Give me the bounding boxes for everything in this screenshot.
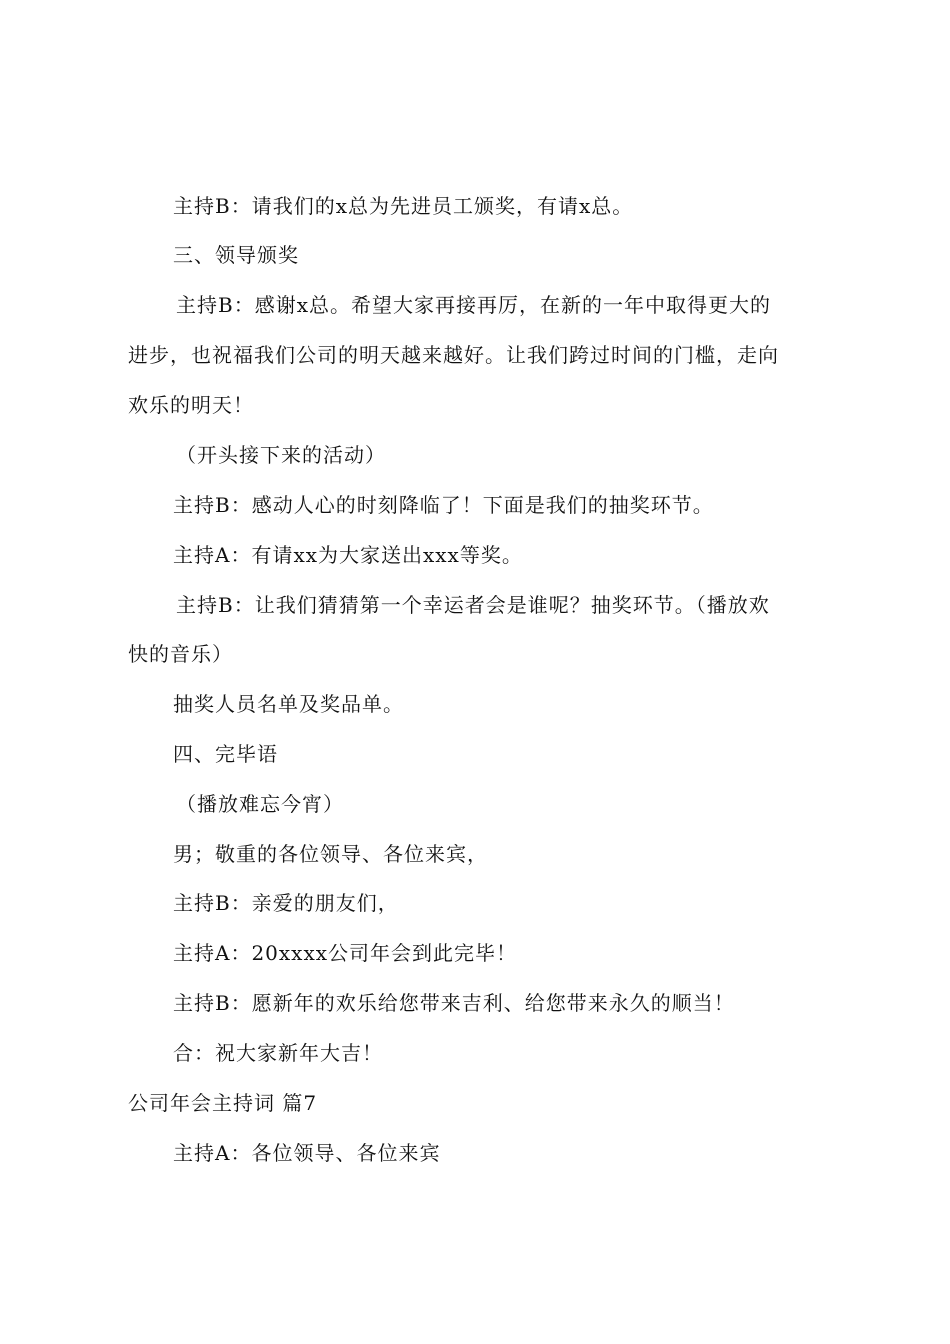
article-title-part-7: 公司年会主持词 篇7 bbox=[128, 1091, 318, 1115]
section-heading-leader-award: 三、领导颁奖 bbox=[173, 243, 299, 267]
paragraph-male-greeting: 男；敬重的各位领导、各位来宾， bbox=[173, 842, 488, 866]
paragraph-host-b-guess-line2: 快的音乐） bbox=[128, 642, 233, 666]
paragraph-next-activity-note: （开头接下来的活动） bbox=[176, 443, 386, 467]
paragraph-host-b-thanks-line3: 欢乐的明天！ bbox=[128, 393, 254, 417]
paragraph-host-b-guess-line1: 主持B：让我们猜猜第一个幸运者会是谁呢？抽奖环节。（播放欢 bbox=[176, 593, 770, 617]
paragraph-play-song-note: （播放难忘今宵） bbox=[176, 792, 344, 816]
paragraph-host-b-wishes: 主持B：愿新年的欢乐给您带来吉利、给您带来永久的顺当！ bbox=[173, 991, 735, 1015]
paragraph-host-b-lottery-intro: 主持B：感动人心的时刻降临了！下面是我们的抽奖环节。 bbox=[173, 493, 714, 517]
paragraph-host-b-thanks-line1: 主持B：感谢x总。希望大家再接再厉，在新的一年中取得更大的 bbox=[176, 293, 771, 317]
paragraph-host-a-ending: 主持A：20xxxx公司年会到此完毕！ bbox=[173, 941, 518, 965]
paragraph-lottery-list: 抽奖人员名单及奖品单。 bbox=[173, 692, 404, 716]
paragraph-host-b-friends: 主持B：亲爱的朋友们， bbox=[173, 891, 399, 915]
paragraph-host-a-opening: 主持A：各位领导、各位来宾 bbox=[173, 1141, 441, 1165]
paragraph-host-b-award-invite: 主持B：请我们的x总为先进员工颁奖，有请x总。 bbox=[173, 194, 634, 218]
paragraph-host-a-prize: 主持A：有请xx为大家送出xxx等奖。 bbox=[173, 543, 523, 567]
paragraph-together-blessing: 合：祝大家新年大吉！ bbox=[173, 1041, 383, 1065]
paragraph-host-b-thanks-line2: 进步，也祝福我们公司的明天越来越好。让我们跨过时间的门槛，走向 bbox=[128, 343, 779, 367]
section-heading-closing: 四、完毕语 bbox=[173, 742, 278, 766]
